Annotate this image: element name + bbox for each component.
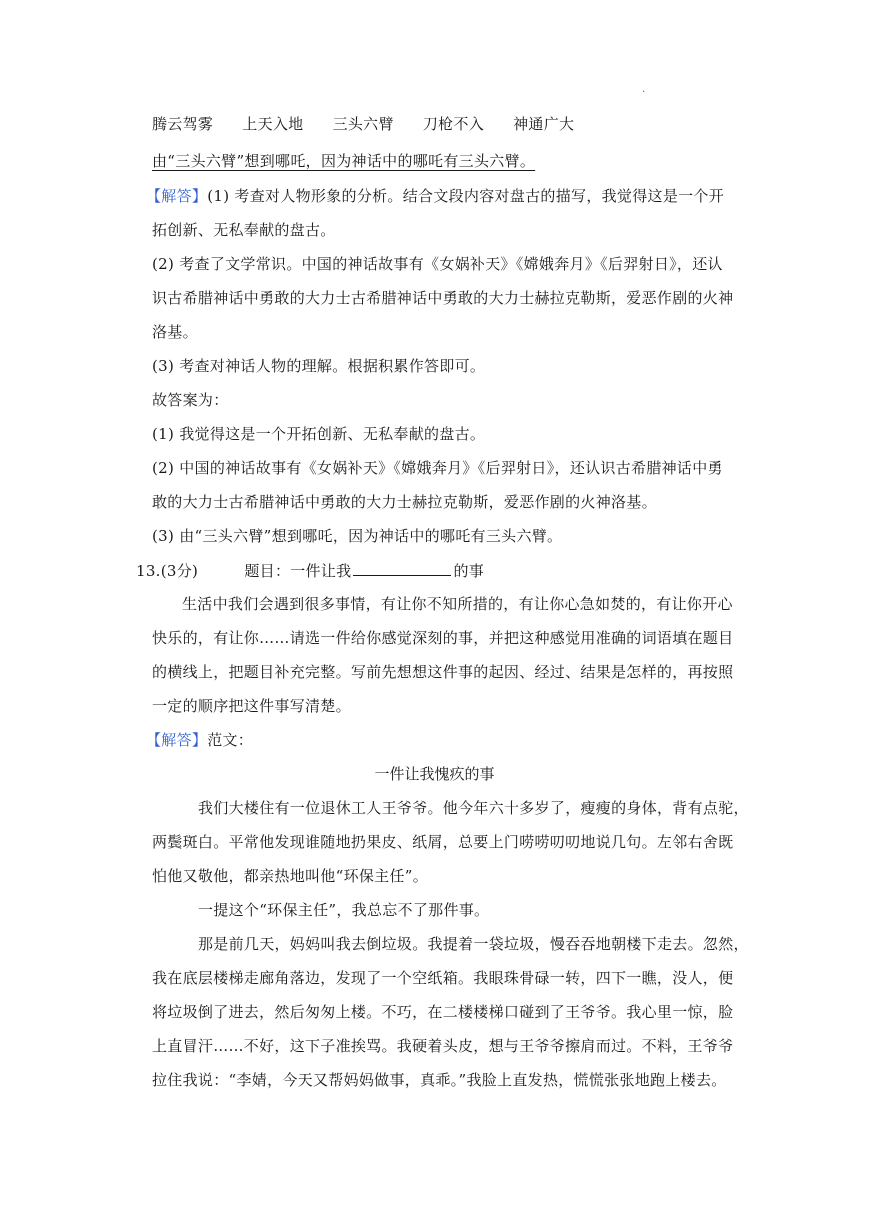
question-number: 13.(3分): [136, 562, 199, 580]
answer-line: 敢的大力士古希腊神话中勇敢的大力士赫拉克勒斯，爱恶作剧的火神洛基。: [152, 493, 657, 511]
answer-tag: 【解答】: [146, 187, 208, 205]
essay-title: 一件让我愧疚的事: [374, 765, 495, 783]
essay-line: 我在底层楼梯走廊角落边，发现了一个空纸箱。我眼珠骨碌一转，四下一瞧，没人，便: [152, 969, 734, 987]
word-item: 神通广大: [513, 115, 575, 133]
answer-line: (1) 我觉得这是一个开拓创新、无私奉献的盘古。: [152, 425, 486, 443]
analysis-line: [146, 186, 724, 206]
essay-line: 拉住我说：“李婧，今天又帮妈妈做事，真乖。”我脸上直发热，慌慌张张地跑上楼去。: [152, 1071, 727, 1089]
essay-line: 上直冒汗……不好，这下子准挨骂。我硬着头皮，想与王爷爷擦肩而过。不料，王爷爷: [152, 1037, 734, 1055]
sample-label: 范文：: [207, 731, 254, 749]
question-prefix: 题目：一件让我: [244, 562, 352, 580]
answer-label: 故答案为：: [152, 391, 229, 409]
analysis-line: (3) 考查对神话人物的理解。根据积累作答即可。: [152, 357, 486, 375]
instruction-line: 的横线上，把题目补充完整。写前先想想这件事的起因、经过、结果是怎样的，再按照: [152, 663, 734, 681]
analysis-text: (1) 考查对人物形象的分析。结合文段内容对盘古的描写，我觉得这是一个开: [207, 187, 725, 205]
underlined-answer: 由“三头六臂”想到哪吒，因为神话中的哪吒有三头六臂。: [152, 152, 536, 170]
word-item: 刀枪不入: [422, 115, 485, 133]
essay-line: 两鬓斑白。平常他发现谁随地扔果皮、纸屑，总要上门唠唠叨叨地说几句。左邻右舍既: [152, 833, 734, 851]
word-item: 腾云驾雾: [152, 115, 214, 133]
analysis-line: 识古希腊神话中勇敢的大力士古希腊神话中勇敢的大力士赫拉克勒斯，爱恶作剧的火神: [152, 289, 734, 307]
question-suffix: 的事: [453, 562, 485, 580]
analysis-line: 洛基。: [152, 323, 198, 341]
analysis-line: (2) 考查了文学常识。中国的神话故事有《女娲补天》《嫦娥奔月》《后羿射日》，还认: [152, 255, 723, 273]
essay-line: 怕他又敬他，都亲热地叫他“环保主任”。: [152, 867, 429, 885]
word-item: 上天入地: [242, 115, 304, 133]
answer-line: (3) 由“三头六臂”想到哪吒，因为神话中的哪吒有三头六臂。: [152, 527, 563, 545]
instruction-line: 一定的顺序把这件事写清楚。: [152, 697, 351, 715]
essay-line: 我们大楼住有一位退休工人王爷爷。他今年六十多岁了，瘦瘦的身体，背有点驼，: [198, 799, 749, 817]
answer-line: (2) 中国的神话故事有《女娲补天》《嫦娥奔月》《后羿射日》，还认识古希腊神话中勇: [152, 459, 723, 477]
essay-line: 那是前几天，妈妈叫我去倒垃圾。我提着一袋垃圾，慢吞吞地朝楼下走去。忽然，: [198, 935, 749, 953]
question-line: [136, 560, 484, 581]
sample-label-line: [146, 730, 253, 750]
page-marker: .: [642, 84, 646, 95]
instruction-line: 快乐的，有让你……请选一件给你感觉深刻的事，并把这种感觉用准确的词语填在题目: [152, 629, 734, 647]
answer-tag: 【解答】: [146, 731, 208, 749]
word-item: 三头六臂: [332, 115, 394, 133]
instruction-line: 生活中我们会遇到很多事情，有让你不知所措的，有让你心急如焚的，有让你开心: [182, 595, 733, 613]
essay-line: 将垃圾倒了进去，然后匆匆上楼。不巧，在二楼楼梯口碰到了王爷爷。我心里一惊，脸: [152, 1003, 734, 1021]
analysis-line: 拓创新、无私奉献的盘古。: [152, 221, 336, 239]
title-blank: [353, 560, 451, 576]
essay-line: 一提这个“环保主任”，我总忘不了那件事。: [198, 901, 490, 919]
word-list: [152, 114, 598, 134]
